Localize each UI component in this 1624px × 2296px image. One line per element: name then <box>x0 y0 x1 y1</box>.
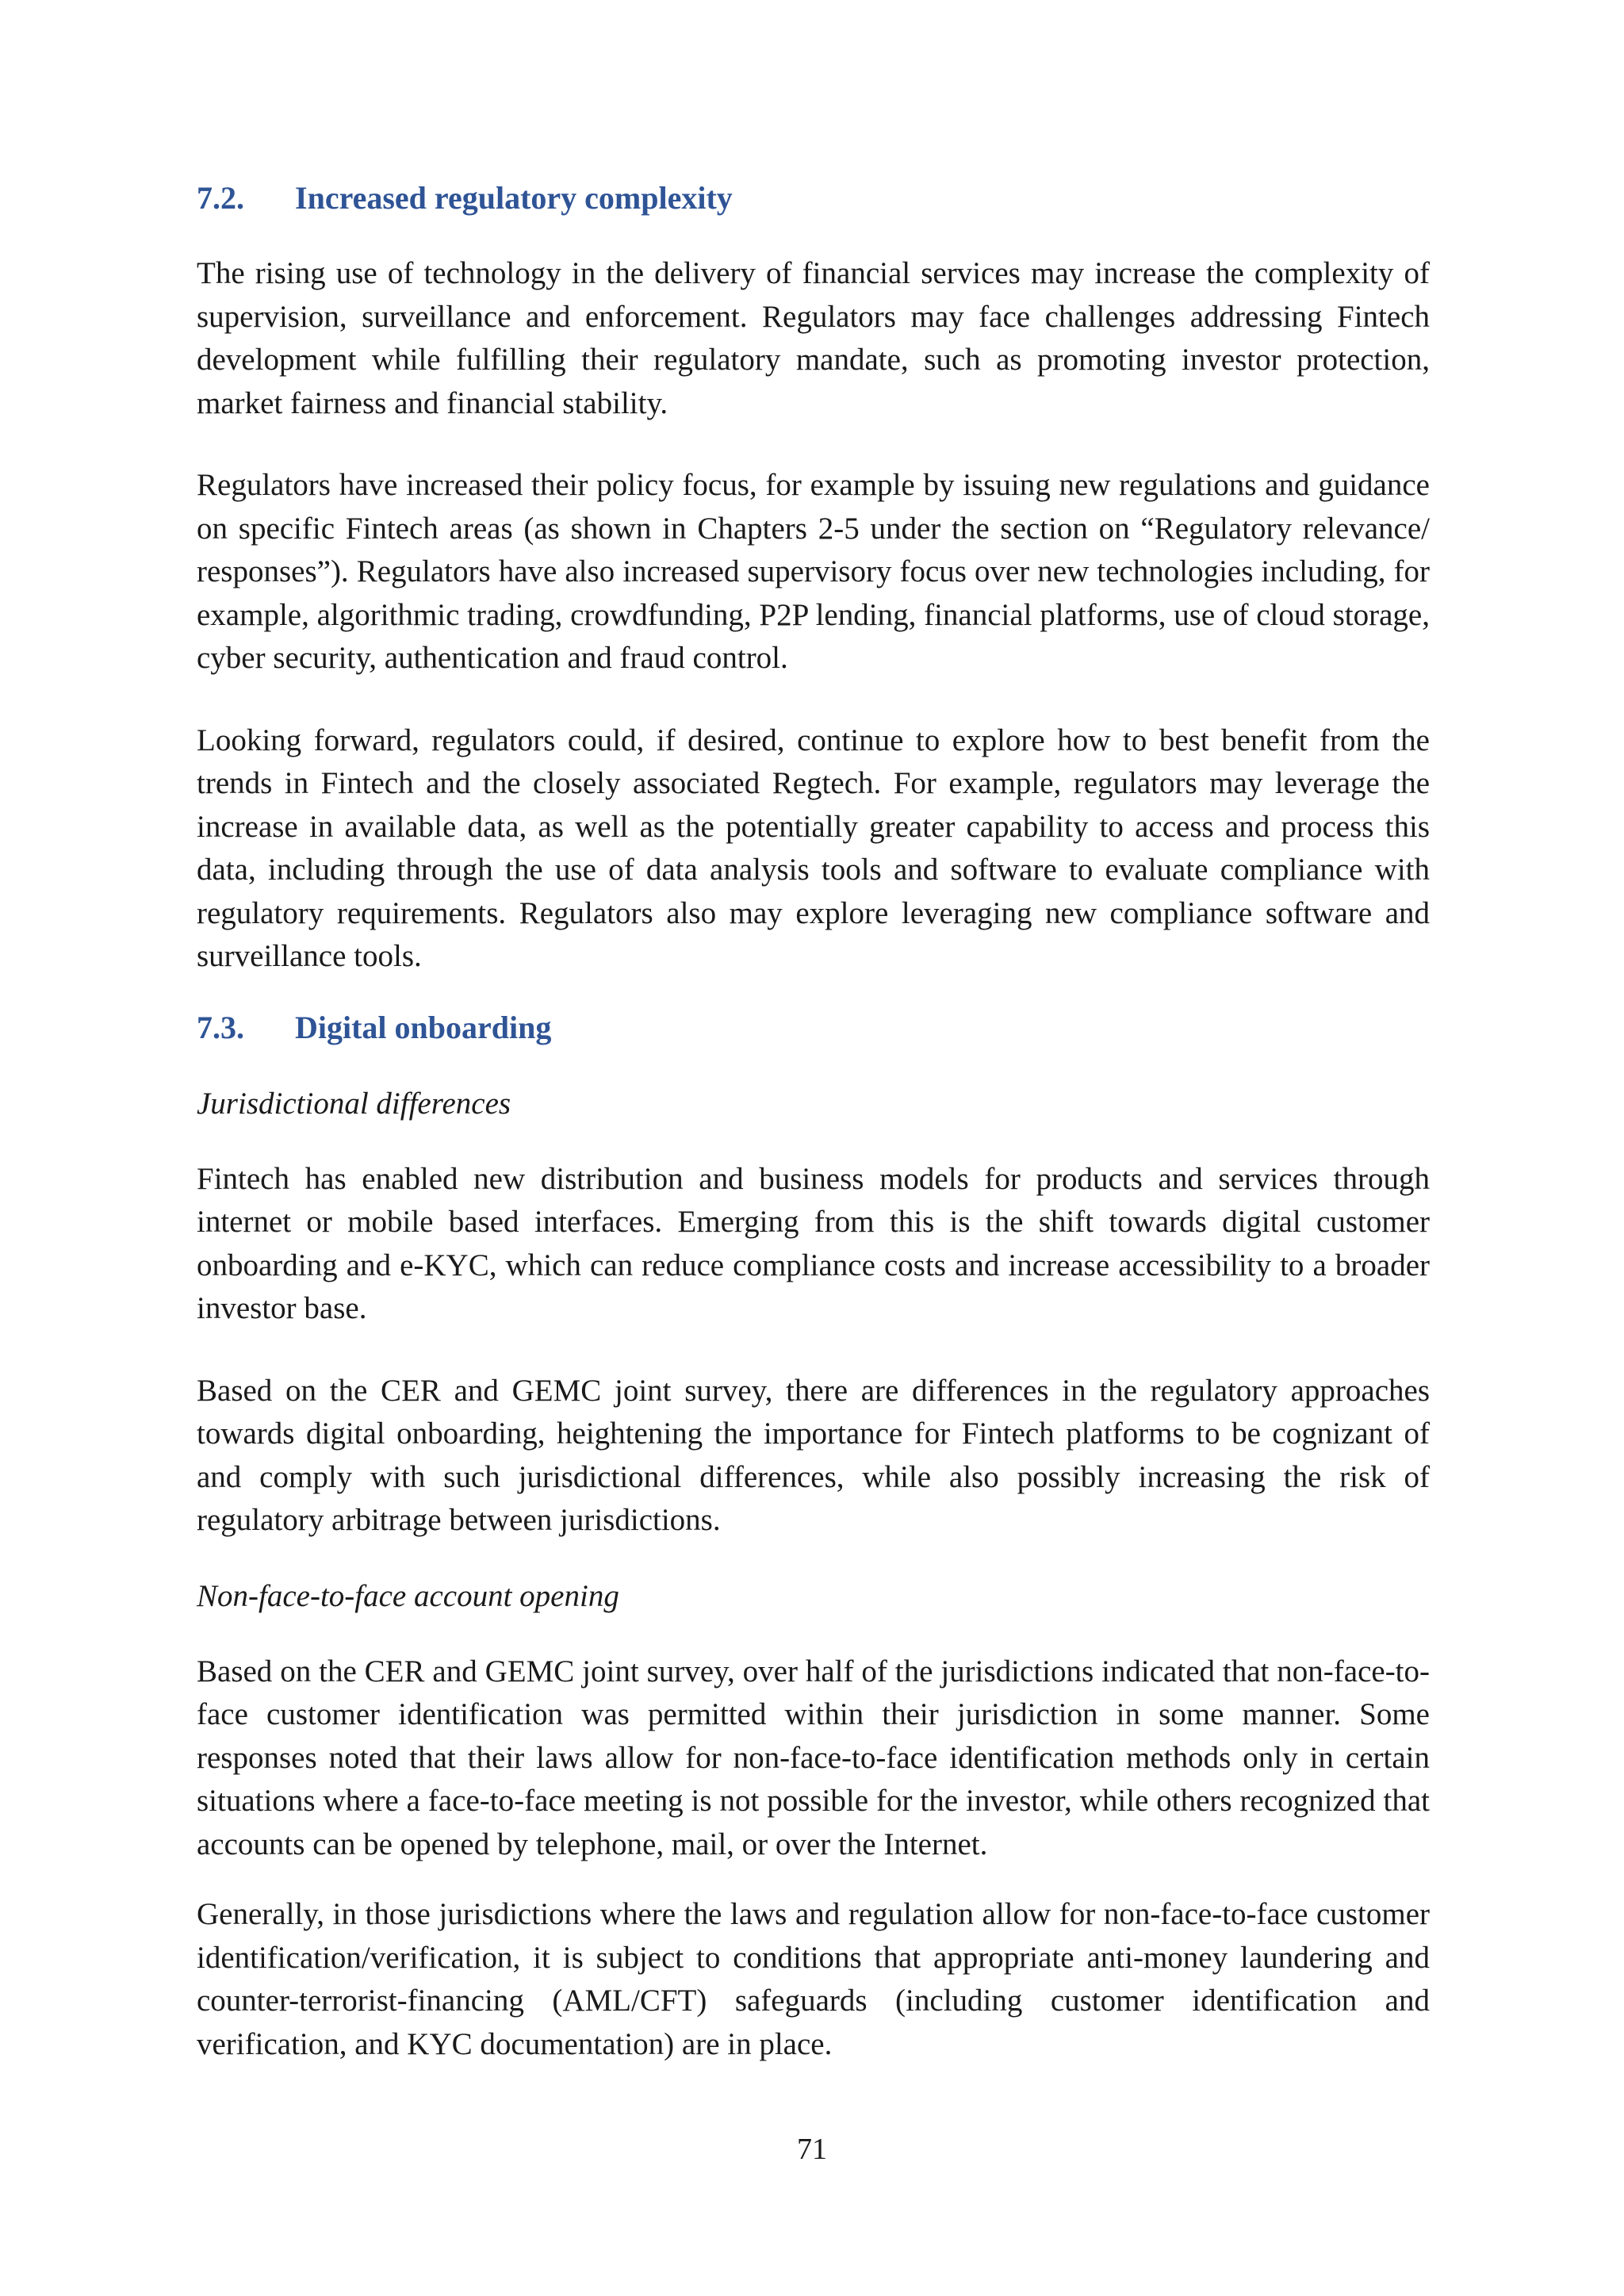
section-heading-7-2 <box>197 176 1430 220</box>
paragraph: Looking forward, regulators could, if desired, continue to explore how to best benefit from the trends in Fintech and the closely associated Regtech. For example, regulators may leverage the increase in available data, as well as the potentially greater capability to access and process this data, including through the use of data analysis tools and software to evaluate compliance with regulatory requirements. Regulators also may explore leveraging new compliance software and surveillance tools. <box>197 723 1430 973</box>
paragraph: Based on the CER and GEMC joint survey, over half of the jurisdictions indicated that non-face-to-face customer identification was permitted within their jurisdiction in some manner. Some responses noted that their laws allow for non-face-to-face identification methods only in certain situations where a face-to-face meeting is not possible for the investor, while others recognized that accounts can be opened by telephone, mail, or over the Internet. <box>197 1654 1430 1861</box>
paragraph: The rising use of technology in the delivery of financial services may increase the complexity of supervision, surveillance and enforcement. Regulators may face challenges addressing Fintech development while fulfilling their regulatory mandate, such as promoting investor protection, market fairness and financial stability. <box>197 256 1430 420</box>
section-number: 7.2. <box>197 180 244 216</box>
section-title: Digital onboarding <box>295 1009 552 1045</box>
section-number: 7.3. <box>197 1009 244 1045</box>
subsection-title: Jurisdictional differences <box>197 1086 511 1121</box>
section-title: Increased regulatory complexity <box>295 180 733 216</box>
paragraph: Based on the CER and GEMC joint survey, there are differences in the regulatory approaches towards digital onboarding, heightening the importance for Fintech platforms to be cognizant of and comply with such jurisdictional differences, while also possibly increasing the risk of regulatory arbitrage between jurisdictions. <box>197 1373 1430 1537</box>
section-heading-7-3 <box>197 1006 1430 1050</box>
subsection-title: Non-face-to-face account opening <box>197 1578 619 1613</box>
paragraph: Regulators have increased their policy focus, for example by issuing new regulations and guidance on specific Fintech areas (as shown in Chapters 2-5 under the section on “Regulatory relevance/ responses”). Regulators have also increased supervisory focus over new technologies including, for example, algorithmic trading, crowdfunding, P2P lending, financial platforms, use of cloud storage, cyber security, authentication and fraud control. <box>197 468 1430 675</box>
paragraph: Generally, in those jurisdictions where the laws and regulation allow for non-face-to-face customer identification/verification, it is subject to conditions that appropriate anti-money laundering and counter-terrorist-financing (AML/CFT) safeguards (including customer identification and verification, and KYC documentation) are in place. <box>197 1897 1430 2061</box>
page-content <box>197 176 1430 2066</box>
page-number: 71 <box>797 2133 827 2166</box>
paragraph: Fintech has enabled new distribution and business models for products and services through internet or mobile based interfaces. Emerging from this is the shift towards digital customer onboarding and e-KYC, which can reduce compliance costs and increase accessibility to a broader investor base. <box>197 1161 1430 1325</box>
